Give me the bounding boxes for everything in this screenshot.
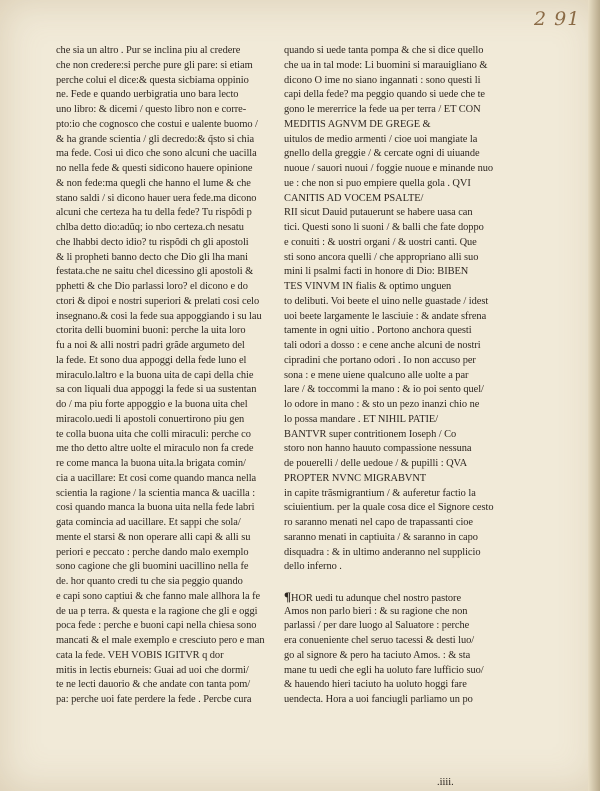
text-line: ma fede. Cosi ui dico che sono alcuni che uacilla xyxy=(56,148,257,160)
text-line: e conuiti : & uostri organi / & uostri canti. Que xyxy=(284,236,477,248)
text-line: RII sicut Dauid putauerunt se habere uasa can xyxy=(284,207,473,219)
text-line: pphetti & che Dio parlassi loro? el dicono e do xyxy=(56,281,248,292)
text-line: & li propheti banno decto che Dio gli lha mani xyxy=(56,251,248,263)
text-line: e capi sono captiui & che fanno male allhora la fe xyxy=(56,590,261,602)
text-line: no nella fede & questi sidicono hauere opinione xyxy=(56,163,253,174)
text-line: TES VINVM IN fialis & optimo unguen xyxy=(284,281,452,292)
text-line: lare / & toccommi la mano : & io poi sento quel/ xyxy=(284,384,484,396)
text-line: quando si uede tanta pompa & che si dice quello xyxy=(284,45,484,56)
text-line: capi della fede? ma peggio quando si uede che te xyxy=(284,89,485,101)
left-column xyxy=(56,44,278,708)
text-line: insegnano.& cosi la fede sua appoggiando i su lau xyxy=(56,310,262,322)
text-line: lo odore in mano : & sto un pezo inanzi chio ne xyxy=(284,399,480,410)
text-line: che non credere:si perche pure gli pare: si etiam xyxy=(56,59,253,71)
text-line: to delibuti. Voi beete el uino nelle guastade / idest xyxy=(284,295,489,307)
text-line: & non fede:ma quegli che hanno el lume & che xyxy=(56,177,251,189)
right-column xyxy=(284,44,502,708)
text-line: ue : che non si puo empiere quella gola . QVI xyxy=(284,177,471,189)
folio-signature: .iiii. xyxy=(437,777,454,788)
text-line: te colla buona uita che colli miraculi: perche co xyxy=(56,428,251,440)
text-line: che sia un altro . Pur se inclina piu al credere xyxy=(56,45,241,56)
text-line: tali odori a dosso : e cene anche alcuni de nostri xyxy=(284,340,481,351)
text-line xyxy=(284,575,502,590)
text-line: te ne lecti dauorio & che andate con tanta pom/ xyxy=(56,679,251,691)
text-line: tici. Questi sono li suoni / & balli che fate doppo xyxy=(284,222,484,233)
text-line: parlassi / per dare luogo al Saluatore : perche xyxy=(284,620,470,632)
text-line: era conueniente chel seruo tacessi & desti luo/ xyxy=(284,635,475,646)
text-line: uno libro: & dicemi / questo libro non e corre- xyxy=(56,104,247,115)
text-line: uoi beete largamente le lasciuie : & andate sfrena xyxy=(284,310,487,322)
text-line: go al signore & pero ha taciuto Amos. : & sta xyxy=(284,649,471,661)
text-line: nuoue / sauori nuoui / foggie nuoue e minande nuo xyxy=(284,163,494,174)
text-line: scientia la ragione / la scientia manca & uacilla : xyxy=(56,487,256,499)
text-line: mini li psalmi facti in honore di Dio: BIBEN xyxy=(284,266,469,278)
text-line: ne. Fede e quando uerbigratia uno bara lecto xyxy=(56,89,239,101)
text-line: miraculo.laltro e la buona uita de capi della chie xyxy=(56,369,254,381)
text-line: poca fede : perche e buoni capi nella chiesa sono xyxy=(56,620,257,632)
text-line: alcuni che certeza ha tu della fede? Tu rispõdi p xyxy=(56,207,252,219)
text-line: BANTVR super contritionem Ioseph / Co xyxy=(284,428,457,440)
text-line: in capite trãsmigrantium / & auferetur factio la xyxy=(284,487,476,499)
text-line: sciuientium. per la quale cosa dice el Signore cesto xyxy=(284,502,494,514)
text-line: mane tu uedi che egli ha uoluto fare lufficio suo/ xyxy=(284,664,484,676)
text-line: mancati & el male exemplo e cresciuto pero e man xyxy=(56,635,265,646)
text-line: ctorita delli buomini buoni: perche la uita loro xyxy=(56,325,246,337)
text-line: cipradini che portano odori . Io non accuso per xyxy=(284,354,476,366)
text-line: festata.che ne saitu chel dicessino gli apostoli & xyxy=(56,266,254,278)
text-line: dicono O ime no siano ingannati : sono questi li xyxy=(284,74,481,86)
text-line: fu a noi & alli nostri padri grãde argumeto del xyxy=(56,340,245,351)
text-line: che lhabbi decto idio? tu rispõdi ch gli apostoli xyxy=(56,236,249,248)
text-line: perche colui el dice:& questa sicbiama oppinio xyxy=(56,74,249,86)
text-line: Amos non parlo bieri : & su ragione che non xyxy=(284,605,468,617)
text-line: sona : e mene uiene qualcuno alle uolte a par xyxy=(284,369,469,381)
text-line: de pouerelli / delle uedoue / & pupilli : QVA xyxy=(284,458,468,469)
text-line: miracolo.uedi li apostoli conuertirono piu gen xyxy=(56,413,245,425)
page-number: 2 91 xyxy=(534,8,581,30)
text-line: periori e peccato : perche dando malo exemplo xyxy=(56,546,249,558)
text-line: ro saranno menati nel capo de trapassanti cioe xyxy=(284,517,473,528)
text-line-content: HOR uedi tu adunque chel nostro pastore xyxy=(290,592,462,604)
text-line: pto:io che cognosco che costui e ualente buomo / xyxy=(56,118,258,130)
text-line: cata la fede. VEH VOBIS IGITVR q dor xyxy=(56,649,224,661)
text-line: & hauendo hieri taciuto ha uoluto hoggi fare xyxy=(284,679,467,691)
text-line: de ua p terra. & questa e la ragione che gli e oggi xyxy=(56,605,258,617)
text-line: chlba detto dio:adũq; io nbo certeza.ch nesatu xyxy=(56,222,244,233)
text-line: & ha grande scientia / gli decredo:& q̃sto si chia xyxy=(56,133,255,145)
text-line: uitulos de medio armenti / cioe uoi mangiate la xyxy=(284,133,478,145)
text-line: uendecta. Hora a uoi fanciugli parliamo un po xyxy=(284,694,473,705)
text-line: ctori & dipoi e nostri superiori & prelati cosi celo xyxy=(56,295,260,307)
pilcrow-mark: ¶ xyxy=(284,588,291,604)
text-line: sono cagione che gli buomini uacillino nella fe xyxy=(56,561,249,573)
text-line: MEDITIS AGNVM DE GREGE & xyxy=(284,118,431,130)
text-line: mente el starsi & non operare alli capi & alli su xyxy=(56,531,251,543)
text-line: pa: perche uoi fate perdere la fede . Percbe cura xyxy=(56,694,252,705)
text-line: tamente in ogni uitio . Portono anchora questi xyxy=(284,325,472,337)
text-line xyxy=(284,590,502,605)
text-line: gono le mererrice la fede ua per terra / ET CON xyxy=(284,104,481,115)
text-line: PROPTER NVNC MIGRABVNT xyxy=(284,472,427,484)
text-line: disquadra : & in ultimo anderanno nel supplicio xyxy=(284,546,481,558)
text-line: de. hor quanto credi tu che sia peggio quando xyxy=(56,576,243,587)
text-line: dello inferno . xyxy=(284,561,342,573)
text-line: che ua in tal mode: Li buomini si marauigliano & xyxy=(284,59,488,71)
text-line: saranno menati in captiuita / & saranno in capo xyxy=(284,531,478,543)
text-line: me tho detto altre uolte el miraculo non fa crede xyxy=(56,443,254,455)
text-line: do / ma piu forte appoggio e la buona uita chel xyxy=(56,399,248,410)
text-line: cia a uacillare: Et cosi come quando manca nella xyxy=(56,472,257,484)
text-line: sti sono ancora quelli / che appropriano alli suo xyxy=(284,251,479,263)
text-line: gnello della greggie / & cercate ogni di uiuande xyxy=(284,148,480,160)
text-line: lo possa mandare . ET NIHIL PATIE/ xyxy=(284,413,439,425)
text-line: stano saldi / si dicono hauer uera fede.ma dicono xyxy=(56,192,257,204)
text-line: sa con liquali dua appoggi la fede si ua sustentan xyxy=(56,384,257,396)
text-line: re come manca la buona uita.la brigata comin/ xyxy=(56,458,246,469)
text-line: gata comincia ad uacillare. Et sappi che sola/ xyxy=(56,517,241,528)
text-line: CANITIS AD VOCEM PSALTE/ xyxy=(284,192,424,204)
text-line: cosi quando manca la buona uita nella fede labri xyxy=(56,502,255,514)
text-line: la fede. Et sono dua appoggi della fede luno el xyxy=(56,354,247,366)
text-line: storo non hanno hauuto compassione nessuna xyxy=(284,443,472,455)
text-line: mitis in lectis eburneis: Guai ad uoi che dormi/ xyxy=(56,664,249,676)
page-edge xyxy=(588,0,600,791)
